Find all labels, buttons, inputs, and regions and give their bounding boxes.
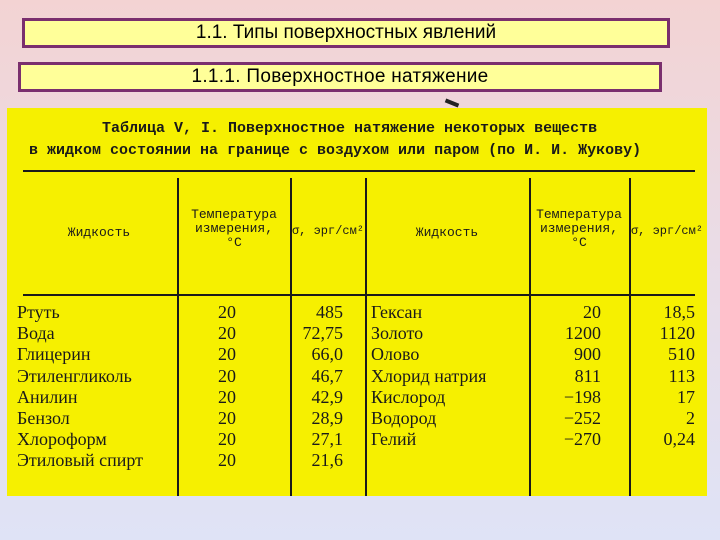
table-cell-sigma: 27,1 [311, 429, 343, 450]
header-temp-line1: Температура [191, 207, 277, 222]
table-cell-sigma: 113 [668, 365, 695, 386]
table-cell-sigma: 510 [668, 344, 695, 365]
table-cell-temp: 20 [218, 323, 236, 344]
main-heading-text: 1.1. Типы поверхностных явлений [195, 22, 497, 43]
table-cell-liquid: Олово [371, 344, 420, 365]
table-cell-temp: −252 [563, 407, 601, 428]
table-cell-temp: 811 [574, 365, 601, 386]
table-cell-liquid: Гелий [371, 429, 417, 450]
header-temp-left [179, 208, 289, 250]
table-cell-temp: 1200 [565, 323, 601, 344]
table-cell-liquid: Золото [371, 323, 424, 344]
table-cell-liquid: Этиленгликоль [17, 365, 132, 386]
table-cell-liquid: Бензол [17, 407, 70, 428]
table-cell-temp: 900 [574, 344, 601, 365]
table-cell-liquid: Хлорид натрия [371, 365, 487, 386]
table-cell-sigma: 485 [316, 302, 343, 322]
left-liquid-column [17, 302, 177, 472]
scanned-table-image [7, 108, 707, 496]
table-cell-sigma: 18,5 [663, 302, 695, 322]
table-cell-temp: 20 [218, 386, 236, 407]
main-heading [22, 18, 670, 48]
table-cell-liquid: Глицерин [17, 344, 91, 365]
table-cell-sigma: 66,0 [311, 344, 343, 365]
table-cell-temp: 20 [218, 407, 236, 428]
caption-line-1: Таблица V, I. Поверхностное натяжение некоторых веществ [102, 120, 598, 137]
table-cell-liquid: Кислород [371, 386, 446, 407]
table-cell-temp: 20 [218, 302, 236, 322]
header-rule [23, 294, 695, 296]
table-cell-sigma: 46,7 [311, 365, 343, 386]
table-cell-liquid: Этиловый спирт [17, 450, 143, 471]
table-cell-temp: 20 [218, 365, 236, 386]
table-cell-liquid: Анилин [17, 386, 78, 407]
header-sigma-right: σ, эрг/см² [630, 224, 703, 238]
table-cell-temp: 20 [583, 302, 601, 322]
right-liquid-column [371, 302, 529, 450]
header-temp-right [529, 208, 629, 250]
table-cell-liquid: Гексан [371, 302, 423, 322]
left-sigma-column [295, 302, 343, 472]
table-cell-liquid: Ртуть [17, 302, 60, 322]
table-cell-liquid: Водород [371, 407, 437, 428]
table-cell-sigma: 21,6 [311, 450, 343, 471]
header-liquid-right: Жидкость [415, 225, 479, 240]
header-temp-line1: Температура [536, 207, 622, 222]
table-cell-sigma: 42,9 [311, 386, 343, 407]
table-cell-temp: 20 [218, 429, 236, 450]
header-sigma-left: σ, эрг/см² [291, 224, 364, 238]
scan-artifact-mark [445, 99, 459, 108]
header-liquid-left: Жидкость [67, 225, 131, 240]
table-cell-sigma: 28,9 [311, 407, 343, 428]
sub-heading [18, 62, 662, 92]
table-cell-sigma: 72,75 [302, 323, 343, 344]
table-cell-sigma: 0,24 [663, 429, 695, 450]
right-temp-column [535, 302, 601, 450]
table-cell-liquid: Хлороформ [17, 429, 107, 450]
table-cell-sigma: 1120 [659, 323, 695, 344]
caption-line-2: в жидком состоянии на границе с воздухом или паром (по И. И. Жукову) [29, 142, 642, 159]
top-rule [23, 170, 695, 172]
table-cell-temp: −270 [563, 429, 601, 450]
header-temp-line3: °С [571, 235, 587, 250]
sub-heading-text: 1.1.1. Поверхностное натяжение [191, 66, 489, 87]
table-cell-liquid: Вода [17, 323, 55, 344]
table-cell-temp: 20 [218, 450, 236, 471]
table-cell-temp: −198 [563, 386, 601, 407]
header-temp-line2: измерения, [194, 221, 273, 236]
right-sigma-column [633, 302, 695, 450]
table-cell-temp: 20 [218, 344, 236, 365]
table-cell-sigma: 2 [686, 407, 695, 428]
header-temp-line3: °С [226, 235, 242, 250]
header-temp-line2: измерения, [539, 221, 618, 236]
table-cell-sigma: 17 [677, 386, 695, 407]
left-temp-column [197, 302, 257, 472]
